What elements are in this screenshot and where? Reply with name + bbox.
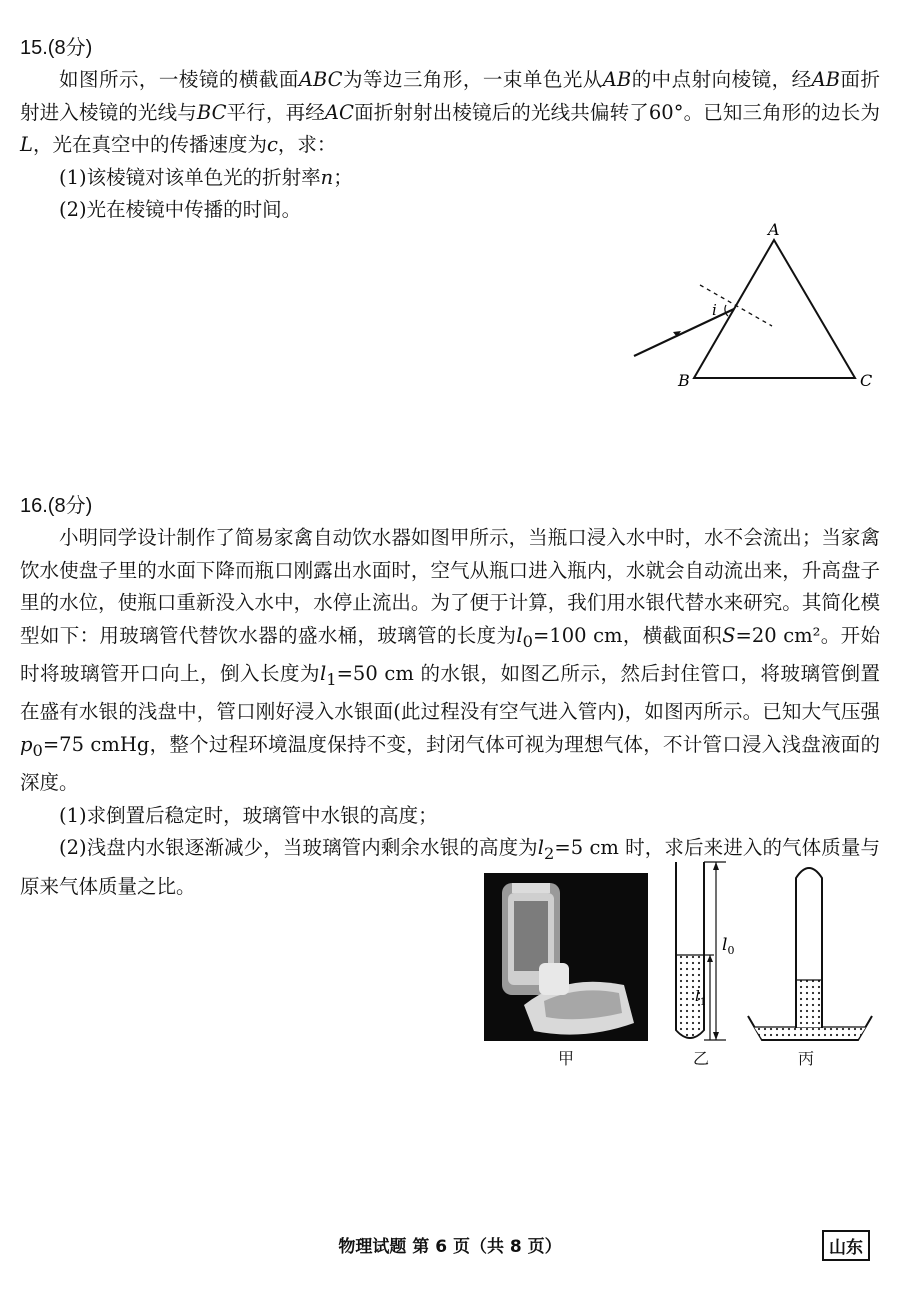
var-abc: ABC bbox=[298, 68, 343, 91]
question-15 bbox=[20, 32, 880, 227]
text: 面折射射出棱镜后的光线共偏转了60°。已知三角形的边长为 bbox=[353, 100, 880, 124]
label-a: A bbox=[768, 220, 780, 239]
text: (2)浅盘内水银逐渐减少，当玻璃管内剩余水银的高度为 bbox=[59, 836, 538, 860]
label-l1: $l_1$ bbox=[695, 987, 707, 1008]
page-footer: 物理试题 第 6 页（共 8 页） bbox=[338, 1237, 562, 1257]
subscript: 0 bbox=[522, 631, 533, 651]
caption-yi: 乙 bbox=[693, 1049, 710, 1068]
subscript: 1 bbox=[326, 669, 337, 689]
text: ； bbox=[333, 165, 353, 189]
var-c: c bbox=[266, 133, 278, 156]
question-stem bbox=[20, 522, 880, 800]
region-badge: 山东 bbox=[822, 1230, 870, 1261]
sub-question-1: (1)求倒置后稳定时，玻璃管中水银的高度； bbox=[59, 803, 438, 827]
label-i: i bbox=[712, 301, 717, 319]
photo-waterer bbox=[484, 873, 648, 1041]
var-ac: AC bbox=[324, 100, 354, 124]
text: =75 cmHg，整个过程环境温度保持不变，封闭气体可视为理想气体，不计管口浸入浅盘液面的深度。 bbox=[20, 732, 880, 795]
text: =5 cm 时，求后来进入的气体质量与原来气体质量之比。 bbox=[20, 836, 880, 898]
waterer-illustration bbox=[484, 873, 648, 1041]
label-l0: $l_0$ bbox=[722, 935, 735, 957]
text: 为等边三角形，一束单色光从 bbox=[342, 68, 603, 91]
prism-figure bbox=[620, 215, 890, 395]
prism-triangle bbox=[694, 240, 855, 378]
text: 小明同学设计制作了简易家禽自动饮水器如图甲所示，当瓶口浸入水中时，水不会流出；当家禽饮水使盘子里的水面下降而瓶口刚露出水面时，空气从瓶口进入瓶内，水就会自动流出来，升高盘子里的水位，使瓶口重新没入水中，水停止流出。为了便于计算，我们用水银代替水来研究。其简化模型如下：用玻璃管代替饮水器的盛水桶，玻璃管的长度为 bbox=[20, 526, 880, 647]
var-l: l bbox=[319, 661, 327, 685]
caption-bing: 丙 bbox=[798, 1049, 815, 1068]
text: ，光在真空中的传播速度为 bbox=[32, 133, 267, 156]
var-l: L bbox=[20, 133, 33, 156]
incident-ray bbox=[634, 309, 734, 356]
question-number: 16.(8分) bbox=[20, 495, 93, 517]
text: (1)该棱镜对该单色光的折射率 bbox=[59, 165, 321, 189]
label-b: B bbox=[678, 371, 690, 390]
caption-jia: 甲 bbox=[558, 1049, 575, 1068]
text: =20 cm²。开始时将玻璃管开口向上，倒入长度为 bbox=[20, 623, 880, 685]
var-ab: AB bbox=[811, 68, 840, 91]
var-bc: BC bbox=[196, 100, 227, 124]
var-p: p bbox=[20, 732, 33, 756]
question-stem bbox=[20, 64, 880, 162]
text: 的中点射向棱镜，经 bbox=[631, 68, 812, 91]
text: 如图所示，一棱镜的横截面 bbox=[59, 68, 299, 91]
mercury-bing bbox=[797, 980, 821, 1027]
subscript: 0 bbox=[32, 740, 43, 760]
text: =50 cm 的水银，如图乙所示，然后封住管口，将玻璃管倒置在盛有水银的浅盘中，管口刚好浸入水银面(此过程没有空气进入管内)，如图丙所示。已知大气压强 bbox=[20, 661, 880, 724]
var-l: l bbox=[516, 623, 523, 647]
text: =100 cm，横截面积 bbox=[532, 623, 723, 647]
label-c: C bbox=[860, 371, 873, 390]
sub-question-1 bbox=[20, 162, 880, 195]
var-s: S bbox=[722, 623, 736, 647]
text: 面折射进入棱镜的光线与 bbox=[20, 68, 880, 124]
text: 平行，再经 bbox=[226, 100, 325, 124]
question-16 bbox=[20, 490, 880, 903]
mercury-basin bbox=[754, 1027, 866, 1039]
subscript: 2 bbox=[544, 844, 555, 864]
angle-arc bbox=[725, 305, 728, 316]
var-n: n bbox=[320, 165, 334, 189]
sub-question-2: (2)光在棱镜中传播的时间。 bbox=[59, 198, 302, 221]
var-ab: AB bbox=[602, 68, 632, 91]
text: ，求： bbox=[277, 133, 337, 156]
var-l: l bbox=[537, 836, 545, 860]
tube-figures bbox=[660, 855, 890, 1045]
question-number: 15.(8分) bbox=[20, 37, 93, 59]
